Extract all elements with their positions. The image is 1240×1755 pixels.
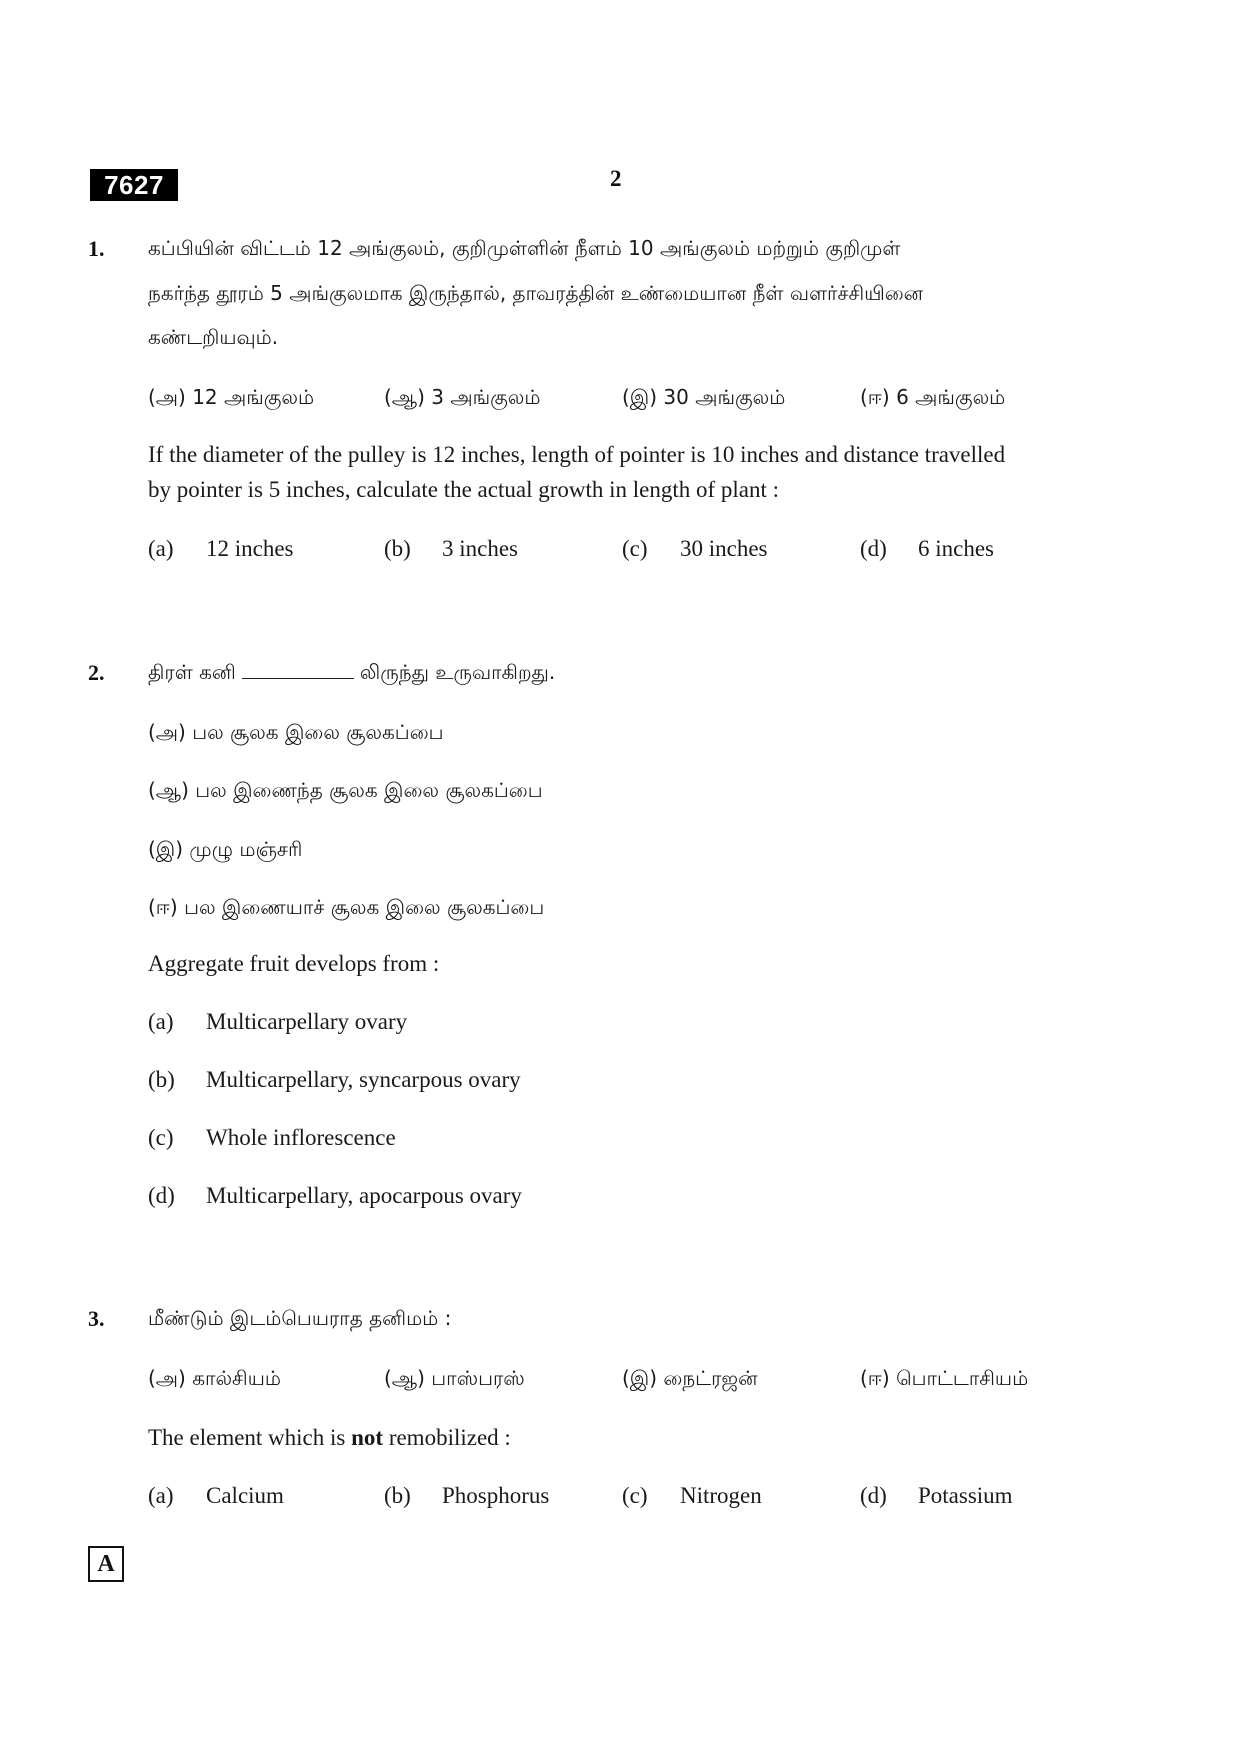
question-1-english-line-1: If the diameter of the pulley is 12 inches, length of pointer is 10 inches and distance travelled: [148, 442, 1006, 467]
option-label: (ஈ): [860, 385, 890, 409]
question-3-number: 3.: [88, 1306, 105, 1331]
option-label: (c): [622, 1483, 648, 1508]
option-label: (c): [148, 1125, 174, 1150]
option-text: 6 inches: [918, 536, 995, 561]
option-text: நைட்ரஜன்: [663, 1366, 758, 1390]
question-1-english-options: [148, 536, 1108, 570]
option-tamil-c[interactable]: [622, 1366, 758, 1393]
option-text: 12 inches: [206, 536, 294, 561]
option-text: பாஸ்பரஸ்: [431, 1366, 525, 1390]
option-text: 3 அங்குலம்: [431, 385, 541, 409]
option-text: பல இணையாச் சூலக இலை சூலகப்பை: [184, 895, 545, 919]
option-text: Multicarpellary, syncarpous ovary: [206, 1067, 521, 1092]
option-text: Phosphorus: [442, 1483, 550, 1508]
question-3-english-stem: [148, 1425, 511, 1451]
option-label: (b): [384, 536, 411, 561]
option-text: முழு மஞ்சரி: [189, 837, 303, 861]
option-tamil-c[interactable]: [622, 385, 785, 412]
option-tamil-a[interactable]: [148, 1366, 281, 1393]
question-1-tamil-options: [148, 385, 1108, 419]
option-tamil-b[interactable]: [384, 1366, 525, 1393]
option-label: (a): [148, 536, 174, 561]
option-d[interactable]: [148, 1183, 522, 1209]
option-b[interactable]: [148, 1067, 521, 1093]
option-tamil-d[interactable]: [860, 1366, 1028, 1393]
option-d[interactable]: [860, 536, 995, 562]
option-tamil-c[interactable]: [148, 837, 302, 864]
stem-emphasis: not: [351, 1425, 384, 1450]
option-text: Multicarpellary, apocarpous ovary: [206, 1183, 522, 1208]
question-3-tamil-options: [148, 1366, 1108, 1400]
option-label: (d): [860, 536, 887, 561]
question-3-tamil-stem: மீண்டும் இடம்பெயராத தனிமம் :: [148, 1306, 452, 1330]
question-1-tamil-line-3: கண்டறியவும்.: [148, 325, 279, 349]
question-1-number: 1.: [88, 236, 105, 261]
option-b[interactable]: [384, 1483, 550, 1509]
question-1-english-line-2: by pointer is 5 inches, calculate the actual growth in length of plant :: [148, 477, 780, 502]
option-label: (b): [148, 1067, 175, 1092]
paper-code-badge: 7627: [90, 169, 178, 201]
option-label: (a): [148, 1009, 174, 1034]
option-label: (ஈ): [148, 895, 178, 919]
stem-before-blank: திரள் கனி: [148, 660, 236, 684]
option-text: Potassium: [918, 1483, 1013, 1508]
option-text: 30 inches: [680, 536, 768, 561]
fill-blank: [242, 660, 354, 679]
option-label: (b): [384, 1483, 411, 1508]
option-tamil-a[interactable]: [148, 385, 314, 412]
option-label: (அ): [148, 1366, 186, 1390]
option-label: (அ): [148, 720, 186, 744]
question-2-number: 2.: [88, 660, 105, 685]
option-label: (ஆ): [148, 778, 189, 802]
option-label: (d): [148, 1183, 175, 1208]
option-text: Calcium: [206, 1483, 284, 1508]
option-label: (இ): [148, 837, 184, 861]
option-label: (c): [622, 536, 648, 561]
option-text: பல சூலக இலை சூலகப்பை: [192, 720, 444, 744]
option-c[interactable]: [622, 1483, 762, 1509]
page-number: 2: [610, 166, 622, 191]
option-a[interactable]: [148, 1483, 284, 1509]
option-tamil-b[interactable]: [384, 385, 540, 412]
option-text: 12 அங்குலம்: [192, 385, 315, 409]
option-text: 6 அங்குலம்: [896, 385, 1006, 409]
option-text: பல இணைந்த சூலக இலை சூலகப்பை: [195, 778, 543, 802]
option-tamil-d[interactable]: [148, 895, 544, 922]
question-1-tamil-line-2: நகர்ந்த தூரம் 5 அங்குலமாக இருந்தால், தாவரத்தின் உண்மையான நீள் வளர்ச்சியினை: [148, 281, 924, 305]
option-text: Multicarpellary ovary: [206, 1009, 408, 1034]
option-text: 30 அங்குலம்: [663, 385, 786, 409]
option-label: (ஈ): [860, 1366, 890, 1390]
option-b[interactable]: [384, 536, 519, 562]
option-label: (அ): [148, 385, 186, 409]
option-label: (ஆ): [384, 1366, 425, 1390]
option-c[interactable]: [148, 1125, 396, 1151]
option-label: (a): [148, 1483, 174, 1508]
option-text: கால்சியம்: [192, 1366, 281, 1390]
option-a[interactable]: [148, 536, 294, 562]
option-d[interactable]: [860, 1483, 1013, 1509]
option-a[interactable]: [148, 1009, 408, 1035]
option-label: (இ): [622, 385, 658, 409]
option-label: (இ): [622, 1366, 658, 1390]
question-2-tamil-stem: [148, 660, 555, 687]
stem-text: The element which is: [148, 1425, 346, 1450]
option-c[interactable]: [622, 536, 768, 562]
booklet-series-box: A: [88, 1546, 124, 1582]
option-text: Nitrogen: [680, 1483, 762, 1508]
option-label: (d): [860, 1483, 887, 1508]
option-tamil-a[interactable]: [148, 720, 444, 747]
stem-text: remobilized :: [388, 1425, 511, 1450]
question-1-tamil-line-1: கப்பியின் விட்டம் 12 அங்குலம், குறிமுள்ளின் நீளம் 10 அங்குலம் மற்றும் குறிமுள்: [148, 236, 901, 260]
option-text: Whole inflorescence: [206, 1125, 396, 1150]
option-tamil-b[interactable]: [148, 778, 543, 805]
stem-after-blank: லிருந்து உருவாகிறது.: [359, 660, 556, 684]
option-text: பொட்டாசியம்: [896, 1366, 1029, 1390]
question-3-english-options: [148, 1483, 1108, 1517]
option-tamil-d[interactable]: [860, 385, 1005, 412]
option-text: 3 inches: [442, 536, 519, 561]
option-label: (ஆ): [384, 385, 425, 409]
question-2-english-stem: Aggregate fruit develops from :: [148, 951, 440, 976]
